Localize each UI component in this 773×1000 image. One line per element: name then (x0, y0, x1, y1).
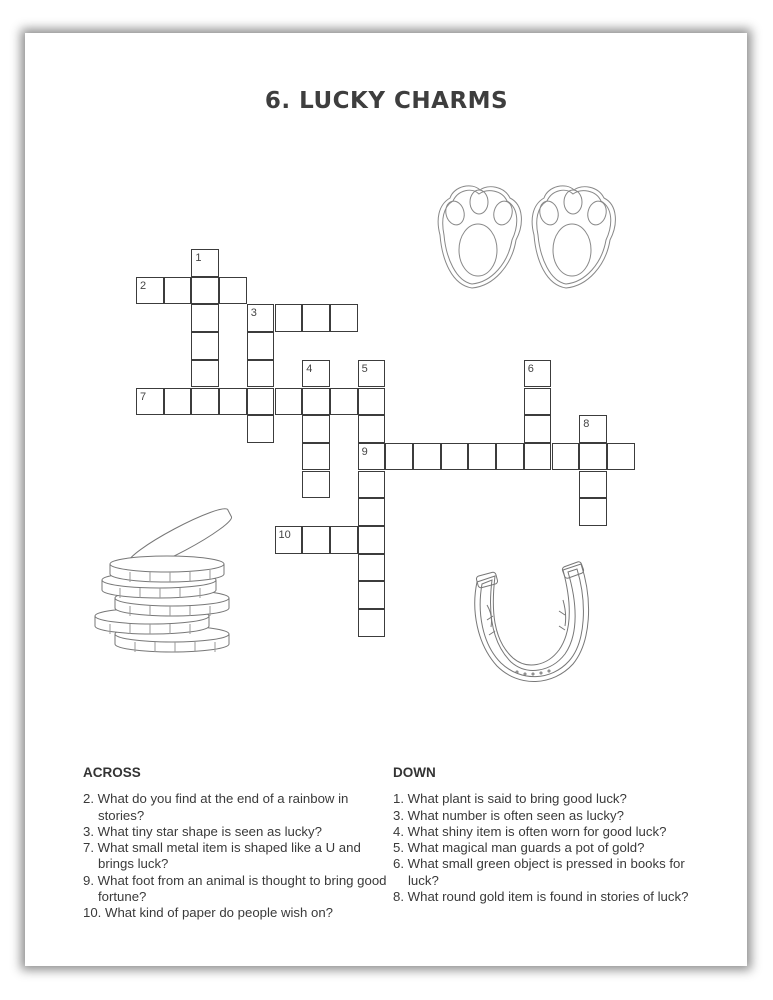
grid-cell[interactable] (358, 415, 386, 443)
grid-cell[interactable] (441, 443, 469, 471)
grid-cell[interactable] (385, 443, 413, 471)
grid-cell[interactable] (496, 443, 524, 471)
grid-cell[interactable] (579, 498, 607, 526)
grid-cell[interactable] (302, 443, 330, 471)
grid-cell[interactable] (247, 415, 275, 443)
grid-cell[interactable] (524, 360, 552, 388)
grid-cell[interactable] (358, 526, 386, 554)
clue-down-1: 1. What plant is said to bring good luck? (393, 791, 627, 807)
clue-across-3: 3. What tiny star shape is seen as lucky? (83, 823, 322, 839)
grid-cell[interactable] (191, 249, 219, 277)
grid-cell[interactable] (358, 498, 386, 526)
clue-across-7: 7. What small metal item is shaped like a U and brings luck? (83, 840, 361, 872)
grid-cell[interactable] (579, 415, 607, 443)
across-heading: ACROSS (83, 765, 141, 780)
grid-cell[interactable] (164, 388, 192, 416)
clue-down-8: 8. What round gold item is found in stories of luck? (393, 889, 689, 905)
grid-cell[interactable] (191, 332, 219, 360)
grid-cell[interactable] (164, 277, 192, 305)
clue-number: 7 (140, 390, 147, 403)
clue-number: 4 (306, 362, 313, 375)
clue-across-10: 10. What kind of paper do people wish on? (83, 905, 333, 921)
grid-cell[interactable] (330, 526, 358, 554)
clue-number: 2 (140, 279, 147, 292)
clue-number: 8 (583, 418, 590, 431)
grid-cell[interactable] (247, 360, 275, 388)
clue-down-3: 3. What number is often seen as lucky? (393, 807, 624, 823)
grid-cell[interactable] (136, 277, 164, 305)
grid-cell[interactable] (330, 304, 358, 332)
page-title: 6. LUCKY CHARMS (264, 88, 509, 114)
across-clues (83, 765, 388, 922)
grid-cell[interactable] (552, 443, 580, 471)
clue-down-6: 6. What small green object is pressed in books for luck? (393, 856, 685, 888)
grid-cell[interactable] (468, 443, 496, 471)
grid-cell[interactable] (358, 388, 386, 416)
grid-cell[interactable] (219, 277, 247, 305)
grid-cell[interactable] (247, 388, 275, 416)
grid-cell[interactable] (191, 360, 219, 388)
clue-across-9: 9. What foot from an animal is thought to bring good fortune? (83, 872, 387, 905)
clue-number: 9 (361, 445, 368, 458)
grid-cell[interactable] (302, 360, 330, 388)
clue-down-4: 4. What shiny item is often worn for good luck? (393, 823, 667, 839)
down-clues (393, 765, 698, 905)
clue-number: 5 (361, 362, 368, 375)
grid-cell[interactable] (302, 388, 330, 416)
clue-down-5: 5. What magical man guards a pot of gold? (393, 840, 645, 856)
clue-number: 1 (195, 252, 202, 264)
grid-cell[interactable] (247, 332, 275, 360)
grid-cell[interactable] (358, 443, 386, 471)
grid-cell[interactable] (302, 471, 330, 499)
grid-cell[interactable] (358, 609, 386, 637)
clue-number: 10 (278, 529, 291, 541)
grid-cell[interactable] (524, 388, 552, 416)
grid-cell[interactable] (302, 526, 330, 554)
grid-cell[interactable] (191, 388, 219, 416)
grid-cell[interactable] (275, 526, 303, 554)
clue-number: 6 (527, 362, 534, 375)
grid-cell[interactable] (358, 581, 386, 609)
grid-cell[interactable] (524, 415, 552, 443)
grid-cell[interactable] (191, 277, 219, 305)
down-heading: DOWN (393, 765, 436, 780)
grid-cell[interactable] (219, 388, 247, 416)
grid-cell[interactable] (330, 388, 358, 416)
grid-cell[interactable] (191, 304, 219, 332)
grid-cell[interactable] (524, 443, 552, 471)
grid-cell[interactable] (136, 388, 164, 416)
clue-number: 3 (250, 307, 257, 320)
grid-cell[interactable] (358, 360, 386, 388)
clue-across-2: 2. What do you find at the end of a rainbow in stories? (83, 791, 349, 823)
grid-cell[interactable] (607, 443, 635, 471)
grid-cell[interactable] (275, 304, 303, 332)
grid-cell[interactable] (247, 304, 275, 332)
grid-cell[interactable] (275, 388, 303, 416)
grid-cell[interactable] (579, 471, 607, 499)
grid-cell[interactable] (358, 471, 386, 499)
grid-cell[interactable] (413, 443, 441, 471)
grid-cell[interactable] (579, 443, 607, 471)
grid-cell[interactable] (358, 554, 386, 582)
grid-cell[interactable] (302, 415, 330, 443)
grid-cell[interactable] (302, 304, 330, 332)
